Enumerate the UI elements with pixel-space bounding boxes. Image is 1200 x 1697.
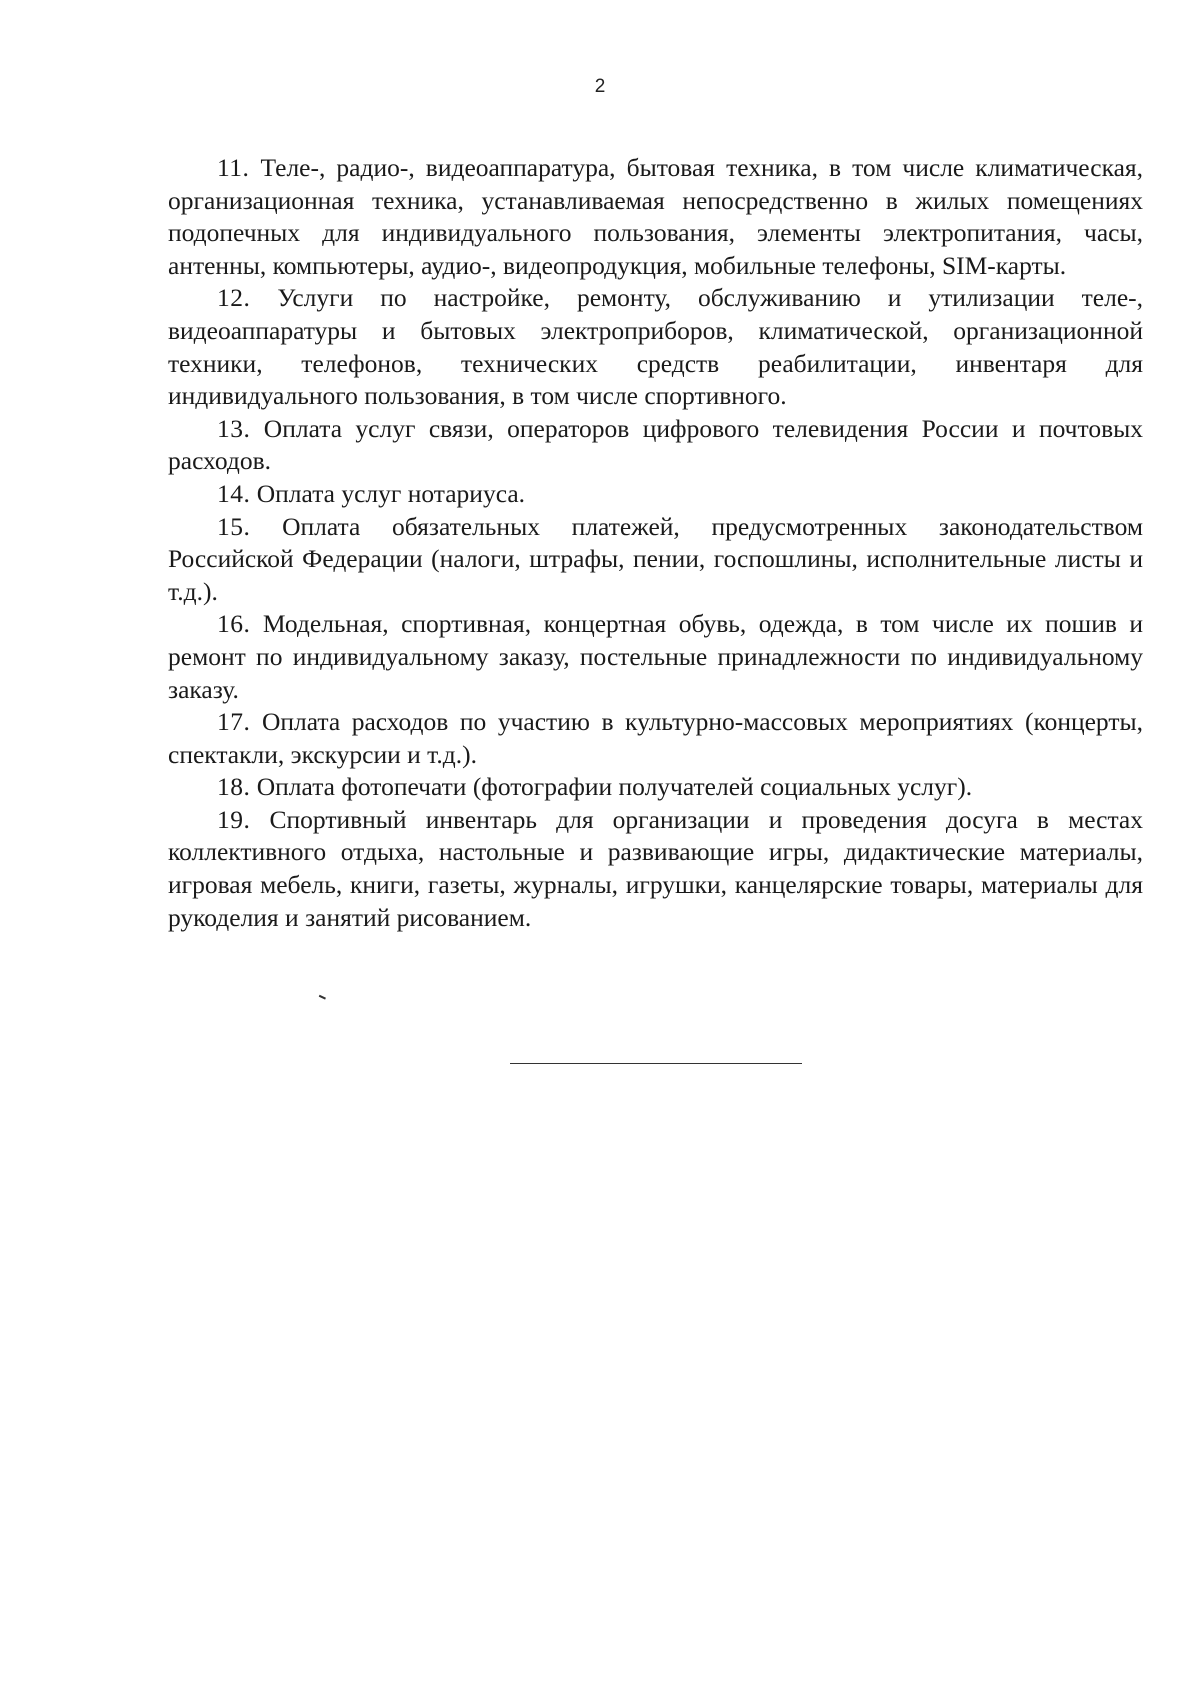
list-item-18 [168,771,1143,804]
item-text: Услуги по настройке, ремонту, обслуживанию и утилизации теле-, видеоаппаратуры и бытовых электроприборов, климатической, организационной техники, телефонов, технических средств реабилитации, инвентаря для индивидуального пользования, в том числе спортивного. [168,283,1144,411]
item-number: 17. [217,707,251,737]
item-number: 13. [217,413,251,443]
item-number: 14. [217,478,251,508]
scan-mark [317,995,326,1003]
list-item-13 [168,413,1143,478]
list-item-14 [168,478,1143,511]
item-number: 18. [217,772,251,802]
list-item-15 [168,511,1143,609]
item-text: Оплата услуг нотариуса. [256,478,526,508]
closing-rule [510,1063,802,1064]
page-number: 2 [594,76,606,97]
item-text: Оплата расходов по участию в культурно-массовых мероприятиях (концерты, спектакли, экскурсии и т.д.). [168,707,1143,769]
item-number: 19. [217,804,251,834]
list-item-17 [168,706,1143,771]
item-text: Спортивный инвентарь для организации и проведения досуга в местах коллективного отдыха, настольные и развивающие игры, дидактические материалы, игровая мебель, книги, газеты, журналы, игрушки, канцелярские товары, материалы для рукоделия и занятий рисованием. [168,804,1143,932]
list-item-12 [168,282,1143,412]
list-item-16 [168,608,1143,706]
item-text: Оплата услуг связи, операторов цифрового телевидения России и почтовых расходов. [168,413,1143,476]
list-item-11 [168,152,1143,282]
item-text: Теле-, радио-, видеоаппаратура, бытовая техника, в том числе климатическая, организационная техника, устанавливаемая непосредственно в жилых помещениях подопечных для индивидуального пользования, элементы электропитания, часы, антенны, компьютеры, аудио-, видеопродукция, мобильные телефоны, SIM-карты. [168,153,1143,280]
item-number: 16. [217,609,251,639]
item-number: 15. [217,511,251,541]
list-item-19 [168,804,1143,934]
item-text: Оплата обязательных платежей, предусмотренных законодательством Российской Федерации (налоги, штрафы, пении, госпошлины, исполнительные листы и т.д.). [168,511,1143,606]
item-number: 12. [217,283,251,313]
item-text: Модельная, спортивная, концертная обувь, одежда, в том числе их пошив и ремонт по индивидуальному заказу, постельные принадлежности по индивидуальному заказу. [168,609,1143,704]
item-number: 11. [217,153,250,182]
list-body [168,152,1143,934]
item-text: Оплата фотопечати (фотографии получателей социальных услуг). [256,772,973,802]
